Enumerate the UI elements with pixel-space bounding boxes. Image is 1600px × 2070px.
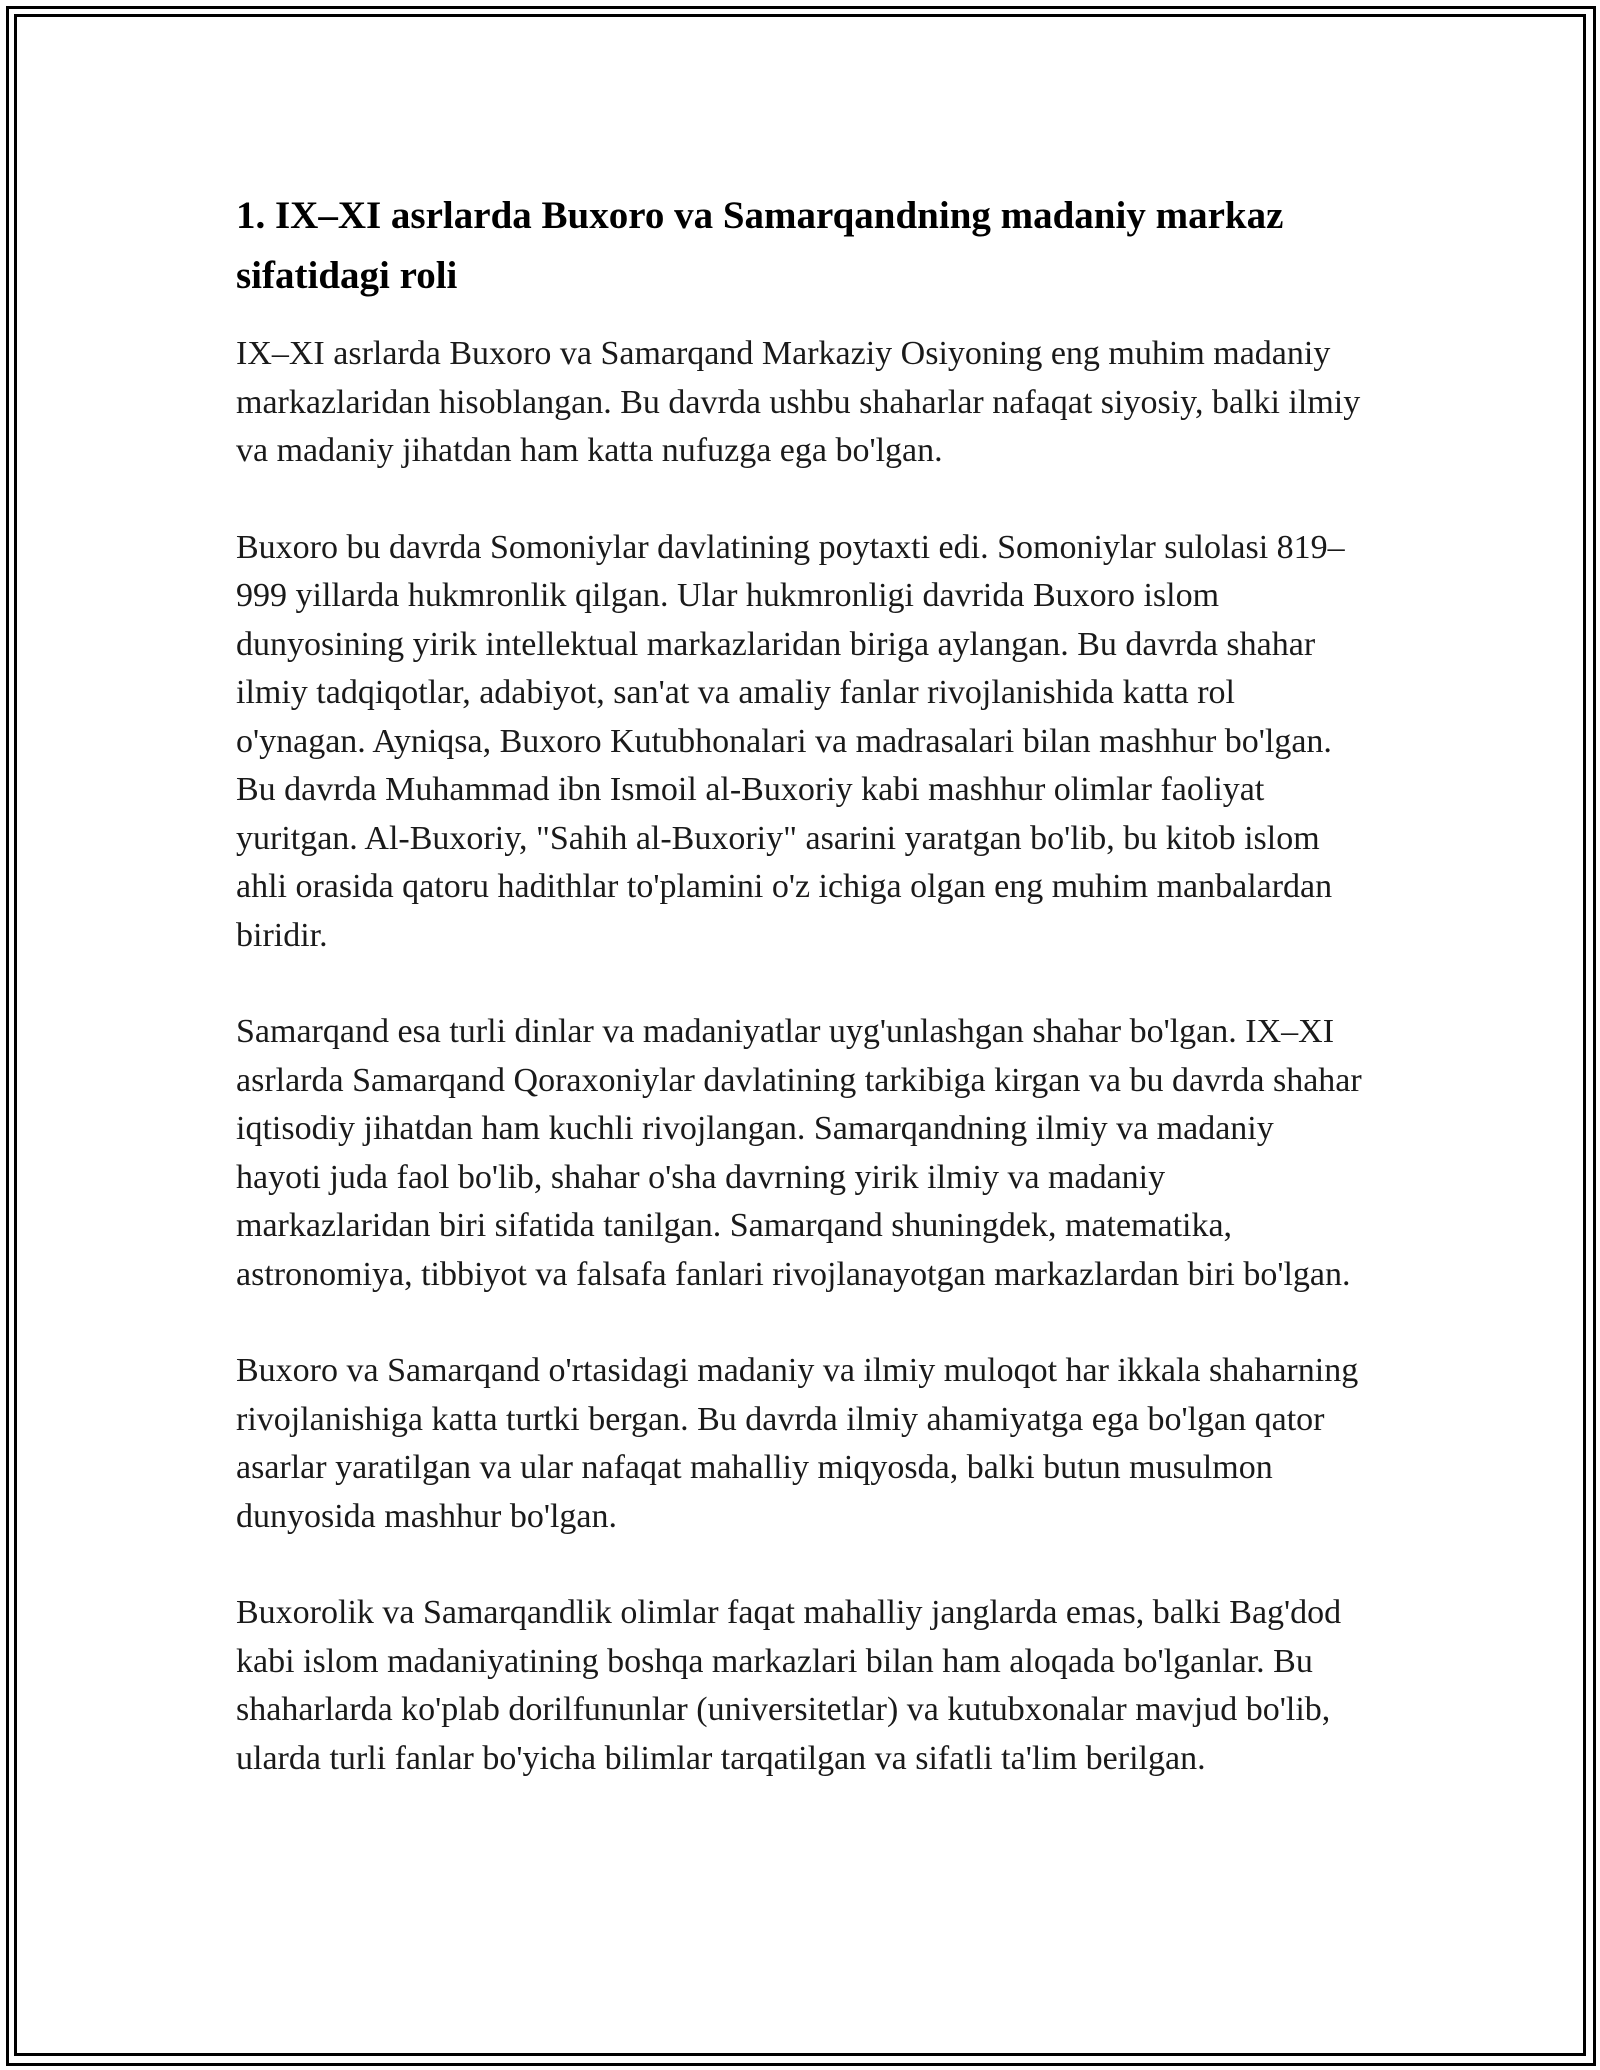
paragraph-buxoro: Buxoro bu davrda Somoniylar davlatining poytaxti edi. Somoniylar sulolasi 819–999 yillarda hukmronlik qilgan. Ular hukmronligi davrida Buxoro islom dunyosining yirik intellektual markazlaridan biriga aylangan. Bu davrda shahar ilmiy tadqiqotlar, adabiyot, san'at va amaliy fanlar rivojlanishida katta rol o'ynagan. Ayniqsa, Buxoro Kutubhonalari va madrasalari bilan mashhur bo'lgan. Bu davrda Muhammad ibn Ismoil al-Buxoriy kabi mashhur olimlar faoliyat yuritgan. Al-Buxoriy, "Sahih al-Buxoriy" asarini yaratgan bo'lib, bu kitob islom ahli orasida qatoru hadithlar to'plamini o'z ichiga olgan eng muhim manbalardan biridir.: [236, 528, 1345, 954]
paragraph-samarqand: Samarqand esa turli dinlar va madaniyatlar uyg'unlashgan shahar bo'lgan. IX–XI asrlarda Samarqand Qoraxoniylar davlatining tarkibiga kirgan va bu davrda shahar iqtisodiy jihatdan ham kuchli rivojlangan. Samarqandning ilmiy va madaniy hayoti juda faol bo'lib, shahar o'sha davrning yirik ilmiy va madaniy markazlaridan biri sifatida tanilgan. Samarqand shuningdek, matematika, astronomiya, tibbiyot va falsafa fanlari rivojlanayotgan markazlardan biri bo'lgan.: [236, 1013, 1362, 1293]
paragraph-intro: IX–XI asrlarda Buxoro va Samarqand Markaziy Osiyoning eng muhim madaniy markazlaridan hisoblangan. Bu davrda ushbu shaharlar nafaqat siyosiy, balki ilmiy va madaniy jihatdan ham katta nufuzga ega bo'lgan.: [236, 335, 1361, 469]
paragraph-exchange: Buxoro va Samarqand o'rtasidagi madaniy va ilmiy muloqot har ikkala shaharning rivojlanishiga katta turtki bergan. Bu davrda ilmiy ahamiyatga ega bo'lgan qator asarlar yaratilgan va ular nafaqat mahalliy miqyosda, balki butun musulmon dunyosida mashhur bo'lgan.: [236, 1352, 1359, 1535]
document-body: [236, 186, 1366, 1831]
document-title: 1. IX–XI asrlarda Buxoro va Samarqandning madaniy markaz sifatidagi roli: [236, 194, 1284, 297]
paragraph-scholars: Buxorolik va Samarqandlik olimlar faqat mahalliy janglarda emas, balki Bag'dod kabi islom madaniyatining boshqa markazlari bilan ham aloqada bo'lganlar. Bu shaharlarda ko'plab dorilfununlar (universitetlar) va kutubxonalar mavjud bo'lib, ularda turli fanlar bo'yicha bilimlar tarqatilgan va sifatli ta'lim berilgan.: [236, 1594, 1342, 1777]
